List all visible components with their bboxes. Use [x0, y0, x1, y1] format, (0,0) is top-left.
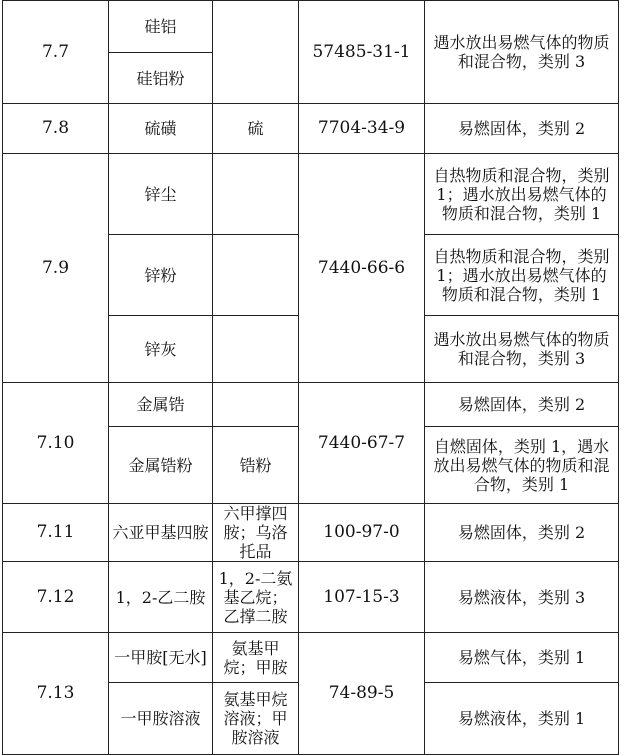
- alias-cell: 六甲撑四胺；乌洛托品: [213, 504, 299, 562]
- hazard-category: 易燃固体，类别 2: [425, 104, 619, 154]
- hazardous-chemicals-table: [2, 0, 619, 755]
- hazard-category: 自热物质和混合物，类别 1；遇水放出易燃气体的物质和混合物，类别 1: [425, 154, 619, 235]
- product-name: 金属锆粉: [109, 427, 213, 504]
- product-name: 一甲胺溶液: [109, 683, 213, 755]
- hazard-category: 易燃液体，类别 3: [425, 562, 619, 633]
- product-name: 硅铝粉: [109, 53, 213, 104]
- cas-number: 100-97-0: [299, 504, 425, 562]
- alias-cell: 硫: [213, 104, 299, 154]
- cas-number: 7440-67-7: [299, 383, 425, 504]
- cas-number: 57485-31-1: [299, 1, 425, 104]
- cas-number: 7704-34-9: [299, 104, 425, 154]
- alias-cell: 锆粉: [213, 427, 299, 504]
- item-number: 7.12: [3, 562, 109, 633]
- hazard-category: 易燃固体，类别 2: [425, 504, 619, 562]
- item-number: 7.9: [3, 154, 109, 383]
- item-number: 7.8: [3, 104, 109, 154]
- table-row: [3, 633, 619, 683]
- hazard-category: 自热物质和混合物，类别 1；遇水放出易燃气体的物质和混合物，类别 1: [425, 235, 619, 316]
- hazard-category: 自燃固体，类别 1，遇水放出易燃气体的物质和混合物，类别 1: [425, 427, 619, 504]
- table-row: [3, 383, 619, 427]
- table-row: [3, 504, 619, 562]
- table-row: [3, 104, 619, 154]
- cas-number: 74-89-5: [299, 633, 425, 755]
- item-number: 7.13: [3, 633, 109, 755]
- product-name: 锌粉: [109, 235, 213, 316]
- alias-cell: [213, 1, 299, 104]
- hazard-category: 易燃液体，类别 1: [425, 683, 619, 755]
- table-row: [3, 562, 619, 633]
- item-number: 7.10: [3, 383, 109, 504]
- product-name: 1，2-乙二胺: [109, 562, 213, 633]
- alias-cell: 1，2-二氨基乙烷；乙撑二胺: [213, 562, 299, 633]
- hazard-category: 遇水放出易燃气体的物质和混合物，类别 3: [425, 316, 619, 383]
- table-row: [3, 154, 619, 235]
- item-number: 7.11: [3, 504, 109, 562]
- alias-cell: [213, 316, 299, 383]
- product-name: 六亚甲基四胺: [109, 504, 213, 562]
- table-row: [3, 1, 619, 53]
- alias-cell: [213, 235, 299, 316]
- item-number: 7.7: [3, 1, 109, 104]
- alias-cell: [213, 154, 299, 235]
- hazard-category: 易燃气体，类别 1: [425, 633, 619, 683]
- product-name: 锌尘: [109, 154, 213, 235]
- alias-cell: [213, 383, 299, 427]
- alias-cell: 氨基甲烷溶液；甲胺溶液: [213, 683, 299, 755]
- hazard-category: 易燃固体，类别 2: [425, 383, 619, 427]
- product-name: 硫磺: [109, 104, 213, 154]
- product-name: 金属锆: [109, 383, 213, 427]
- product-name: 一甲胺[无水]: [109, 633, 213, 683]
- product-name: 硅铝: [109, 1, 213, 53]
- cas-number: 107-15-3: [299, 562, 425, 633]
- alias-cell: 氨基甲烷；甲胺: [213, 633, 299, 683]
- product-name: 锌灰: [109, 316, 213, 383]
- hazard-category: 遇水放出易燃气体的物质和混合物，类别 3: [425, 1, 619, 104]
- cas-number: 7440-66-6: [299, 154, 425, 383]
